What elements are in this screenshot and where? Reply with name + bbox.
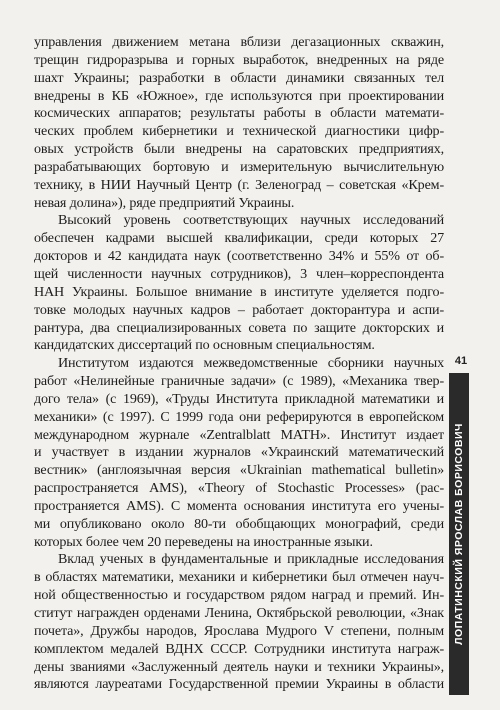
text-line: и участвует в издании журналов «Украинский математический (34, 444, 444, 461)
text-line: в областях математики, механики и кибернетики был отмечен науч- (34, 569, 444, 586)
text-line: пространяется AMS). С момента основания института его учены- (34, 497, 444, 514)
text-line: космических аппаратов; результаты работы в области математи- (34, 105, 444, 122)
text-line: трещин гидроразрыва и горных выработок, внедренных на ряде (34, 51, 444, 68)
text-line: обеспечен кадрами высшей квалификации, среди которых 27 (34, 230, 444, 247)
text-line: невая долина»), ряде предприятий Украины. (34, 194, 295, 211)
text-line: почета», Дружбы народов, Ярослава Мудрого V степени, полным (34, 622, 444, 639)
text-line: шахт Украины; разработки в области динамики связанных тел (34, 69, 444, 86)
text-line: внедрены в КБ «Южное», где используются при проектировании (34, 87, 444, 104)
text-line: распространяется AMS), «Theory of Stochastic Processes» (рас- (34, 480, 444, 497)
text-line: работ «Нелинейные граничные задачи» (с 1989), «Механика твер- (34, 373, 444, 390)
text-line: ститут награжден орденами Ленина, Октябрьской революции, «Знак (34, 605, 444, 621)
text-line: рантура, два специализированных совета по защите докторских и (34, 319, 444, 336)
text-line: овых устройств были внедрены на саратовских предприятиях, (34, 141, 444, 158)
text-line: ми опубликовано около 80-ти обобщающих монографий, среди (34, 515, 444, 532)
side-tab-label: ЛОПАТИНСКИЙ ЯРОСЛАВ БОРИСОВИЧ (453, 423, 465, 645)
text-line: дены званиями «Заслуженный деятель науки и техники Украины», (34, 658, 444, 675)
text-line: докторов и 42 кандидата наук (соответственно 34% и 55% от об- (34, 248, 444, 265)
text-line: вестник» (англоязычная версия «Ukrainian mathematical bulletin» (34, 462, 444, 479)
text-line: управления движением метана вблизи дегазационных скважин, (34, 34, 444, 50)
text-line: технику, в НИИ Научный Центр (г. Зеленоград – советская «Крем- (34, 176, 444, 193)
page-body (34, 34, 444, 694)
paragraph-3 (34, 355, 444, 551)
side-tab (449, 373, 469, 695)
text-line: дого тела» (с 1969), «Труды Института прикладной математики и (34, 390, 444, 407)
text-line: ной общественностью и государством рядом наград и премий. Ин- (34, 587, 444, 604)
text-line: механики» (с 1997). С 1999 года они реферируются в европейском (34, 408, 444, 425)
paragraph-4 (34, 551, 444, 694)
text-line: которых более чем 20 переведены на иностранные языки. (34, 533, 373, 550)
text-line: НАН Украины. Большое внимание в институте уделяется подго- (34, 283, 444, 300)
text-line: ческих проблем кибернетики и технической диагностики цифр- (34, 123, 444, 140)
page-number: 41 (454, 355, 468, 367)
text-line: товке молодых научных кадров – работает докторантура и аспи- (34, 301, 444, 318)
text-line: щей численности научных сотрудников), 3 член–корреспондента (34, 265, 444, 282)
text-line: являются лауреатами Государственной премии Украины в области (34, 676, 444, 693)
text-line: Институтом издаются межведомственные сборники научных (58, 355, 444, 372)
text-line: Вклад ученых в фундаментальные и прикладные исследования (58, 551, 444, 568)
text-line: международном журнале «Zentralblatt MATH». Институт издает (34, 426, 444, 443)
text-line: кандидатских диссертаций по основным специальностям. (34, 337, 375, 354)
paragraph-2 (34, 212, 444, 355)
text-line: разрабатывающих бортовую и измерительную вычислительную (34, 158, 444, 175)
text-line: комплектом медалей ВДНХ СССР. Сотрудники института награж- (34, 640, 444, 657)
text-line: Высокий уровень соответствующих научных исследований (58, 212, 444, 229)
paragraph-1 (34, 34, 444, 212)
